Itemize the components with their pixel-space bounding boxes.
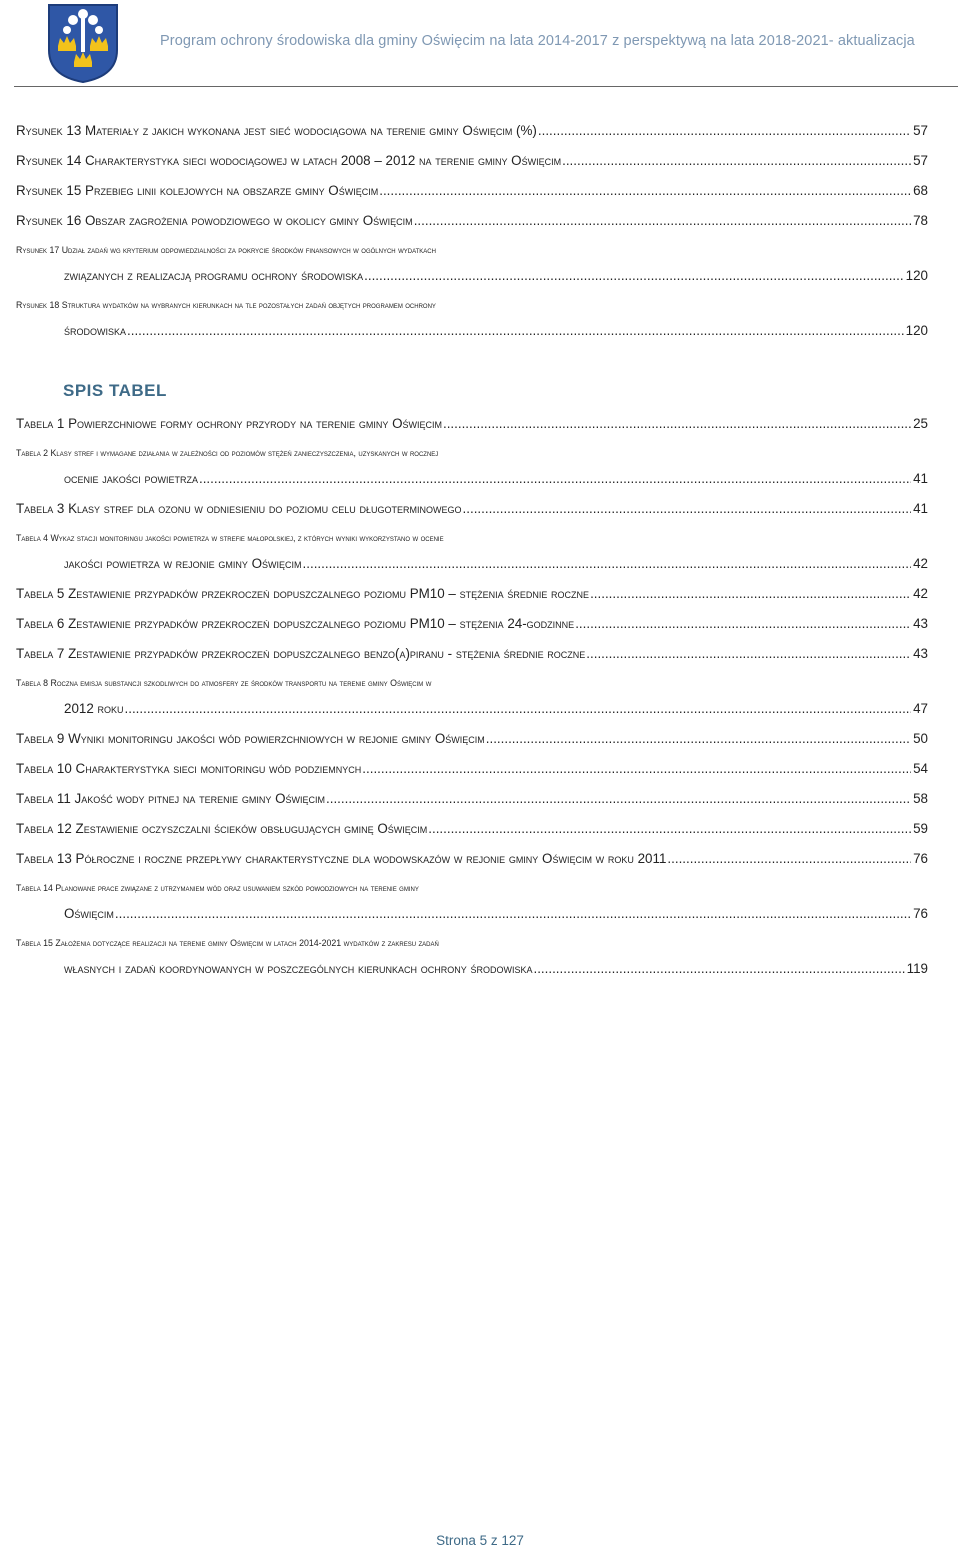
- toc-entry[interactable]: [16, 611, 928, 636]
- toc-entry[interactable]: [16, 411, 928, 436]
- toc-page-number: 78: [913, 213, 928, 228]
- toc-page-number: 58: [913, 791, 928, 806]
- toc-page-number: 25: [913, 416, 928, 431]
- dot-leader: [443, 411, 911, 436]
- toc-entry-title: Tabela 14 Planowane prace związane z utrzymaniem wód oraz usuwaniem szkód powodziowych na terenie gminy: [16, 883, 419, 893]
- toc-entry[interactable]: [16, 441, 928, 491]
- toc-page-number: 76: [913, 851, 928, 866]
- toc-entry-title-continued: środowiska: [64, 323, 127, 338]
- tables-entries: [16, 411, 928, 981]
- toc-entry-title: Tabela 9 Wyniki monitoringu jakości wód powierzchniowych w rejonie gminy Oświęcim: [16, 731, 485, 746]
- document-title: Program ochrony środowiska dla gminy Oświęcim na lata 2014-2017 z perspektywą na lata 2018-2021- aktualizacja: [160, 33, 915, 49]
- toc-entry[interactable]: [16, 178, 928, 203]
- toc-page-number: 68: [913, 183, 928, 198]
- toc-entry[interactable]: [16, 118, 928, 143]
- toc-entry-title: Rysunek 13 Materiały z jakich wykonana jest sieć wodociągowa na terenie gminy Oświęcim (%): [16, 123, 537, 138]
- dot-leader: [125, 696, 912, 721]
- toc-entry-title: Tabela 12 Zestawienie oczyszczalni ścieków obsługujących gminę Oświęcim: [16, 821, 428, 836]
- dot-leader: [303, 551, 912, 576]
- toc-entry-title: Tabela 3 Klasy stref dla ozonu w odniesieniu do poziomu celu długoterminowego: [16, 501, 462, 516]
- dot-leader: [533, 956, 904, 981]
- toc-entry[interactable]: [16, 726, 928, 751]
- dot-leader: [428, 816, 911, 841]
- toc-entry-title: Tabela 8 Roczna emisja substancji szkodliwych do atmosfery ze środków transportu na terenie gminy Oświęcim w: [16, 678, 432, 688]
- toc-entry[interactable]: [16, 148, 928, 173]
- toc-entry[interactable]: [16, 641, 928, 666]
- dot-leader: [586, 641, 911, 666]
- page-footer: [0, 1533, 960, 1548]
- toc-entry-title: Rysunek 18 Struktura wydatków na wybranych kierunkach na tle pozostałych zadań objętych programem ochrony: [16, 300, 436, 310]
- toc-page-number: 47: [913, 701, 928, 716]
- toc-page-number: 41: [913, 471, 928, 486]
- coat-of-arms-icon: [46, 2, 120, 84]
- toc-entry[interactable]: [16, 756, 928, 781]
- toc-entry-title: Tabela 1 Powierzchniowe formy ochrony przyrody na terenie gminy Oświęcim: [16, 416, 442, 431]
- dot-leader: [362, 756, 911, 781]
- toc-page-number: 41: [913, 501, 928, 516]
- tables-heading: SPIS TABEL: [63, 381, 167, 400]
- toc-entry[interactable]: [16, 671, 928, 721]
- figures-entries: [16, 118, 928, 343]
- page-number: Strona 5 z 127: [436, 1533, 524, 1548]
- tables-list: [16, 411, 928, 986]
- dot-leader: [364, 263, 904, 288]
- toc-page-number: 57: [913, 123, 928, 138]
- dot-leader: [486, 726, 911, 751]
- dot-leader: [127, 318, 904, 343]
- toc-entry-title: Tabela 15 Założenia dotyczące realizacji na terenie gminy Oświęcim w latach 2014-2021 wydatków z zakresu zadań: [16, 938, 439, 948]
- dot-leader: [414, 208, 911, 233]
- toc-entry[interactable]: [16, 786, 928, 811]
- toc-entry-title: Rysunek 16 Obszar zagrożenia powodziowego w okolicy gminy Oświęcim: [16, 213, 413, 228]
- toc-page-number: 120: [905, 323, 928, 338]
- toc-entry[interactable]: [16, 876, 928, 926]
- toc-page-number: 42: [913, 556, 928, 571]
- dot-leader: [115, 901, 911, 926]
- dot-leader: [463, 496, 912, 521]
- toc-entry[interactable]: [16, 238, 928, 288]
- toc-entry-title: Rysunek 15 Przebieg linii kolejowych na obszarze gminy Oświęcim: [16, 183, 379, 198]
- toc-entry-title: Rysunek 17 Udział zadań wg kryterium odpowiedzialności za pokrycie środków finansowych w ogólnych wydatkach: [16, 245, 436, 255]
- dot-leader: [575, 611, 911, 636]
- dot-leader: [538, 118, 911, 143]
- toc-entry-title: Tabela 11 Jakość wody pitnej na terenie gminy Oświęcim: [16, 791, 325, 806]
- header-divider: [14, 86, 958, 87]
- dot-leader: [590, 581, 911, 606]
- toc-page-number: 119: [906, 961, 928, 976]
- toc-entry[interactable]: [16, 208, 928, 233]
- toc-entry-title: Tabela 7 Zestawienie przypadków przekroczeń dopuszczalnego benzo(a)piranu - stężenia średnie roczne: [16, 646, 586, 661]
- page-header: [0, 0, 960, 88]
- toc-entry-title: Tabela 10 Charakterystyka sieci monitoringu wód podziemnych: [16, 761, 362, 776]
- toc-entry[interactable]: [16, 931, 928, 981]
- toc-entry-title: Tabela 13 Półroczne i roczne przepływy charakterystyczne dla wodowskazów w rejonie gminy Oświęcim w roku 2011: [16, 851, 667, 866]
- dot-leader: [199, 466, 911, 491]
- toc-page-number: 43: [913, 646, 928, 661]
- dot-leader: [667, 846, 911, 871]
- toc-entry-title: Tabela 4 Wykaz stacji monitoringu jakości powietrza w strefie małopolskiej, z których wyniki wykorzystano w ocenie: [16, 533, 444, 543]
- figures-list: [16, 118, 928, 348]
- dot-leader: [562, 148, 911, 173]
- toc-entry-title: Tabela 6 Zestawienie przypadków przekroczeń dopuszczalnego poziomu PM10 – stężenia 24-godzinne: [16, 616, 575, 631]
- toc-entry-title-continued: 2012 roku: [64, 701, 124, 716]
- toc-entry-title-continued: własnych i zadań koordynowanych w poszczególnych kierunkach ochrony środowiska: [64, 961, 533, 976]
- toc-entry[interactable]: [16, 581, 928, 606]
- dot-leader: [379, 178, 911, 203]
- toc-page-number: 43: [913, 616, 928, 631]
- toc-page-number: 76: [913, 906, 928, 921]
- toc-entry-title-continued: związanych z realizacją programu ochrony środowiska: [64, 268, 364, 283]
- toc-entry-title: Tabela 2 Klasy stref i wymagane działania w zależności od poziomów stężeń zanieczyszczenia, uzyskanych w rocznej: [16, 448, 439, 458]
- dot-leader: [326, 786, 911, 811]
- toc-page-number: 57: [913, 153, 928, 168]
- toc-entry-title-continued: Oświęcim: [64, 906, 114, 921]
- toc-page-number: 54: [913, 761, 928, 776]
- toc-entry[interactable]: [16, 816, 928, 841]
- toc-page-number: 120: [905, 268, 928, 283]
- toc-entry[interactable]: [16, 526, 928, 576]
- toc-entry-title: Rysunek 14 Charakterystyka sieci wodociągowej w latach 2008 – 2012 na terenie gminy Oświęcim: [16, 153, 562, 168]
- toc-page-number: 50: [913, 731, 928, 746]
- toc-entry[interactable]: [16, 496, 928, 521]
- toc-entry-title-continued: jakości powietrza w rejonie gminy Oświęcim: [64, 556, 302, 571]
- toc-entry[interactable]: [16, 846, 928, 871]
- toc-page-number: 59: [913, 821, 928, 836]
- toc-page-number: 42: [913, 586, 928, 601]
- toc-entry-title-continued: ocenie jakości powietrza: [64, 471, 198, 486]
- toc-entry[interactable]: [16, 293, 928, 343]
- toc-entry-title: Tabela 5 Zestawienie przypadków przekroczeń dopuszczalnego poziomu PM10 – stężenia średnie roczne: [16, 586, 590, 601]
